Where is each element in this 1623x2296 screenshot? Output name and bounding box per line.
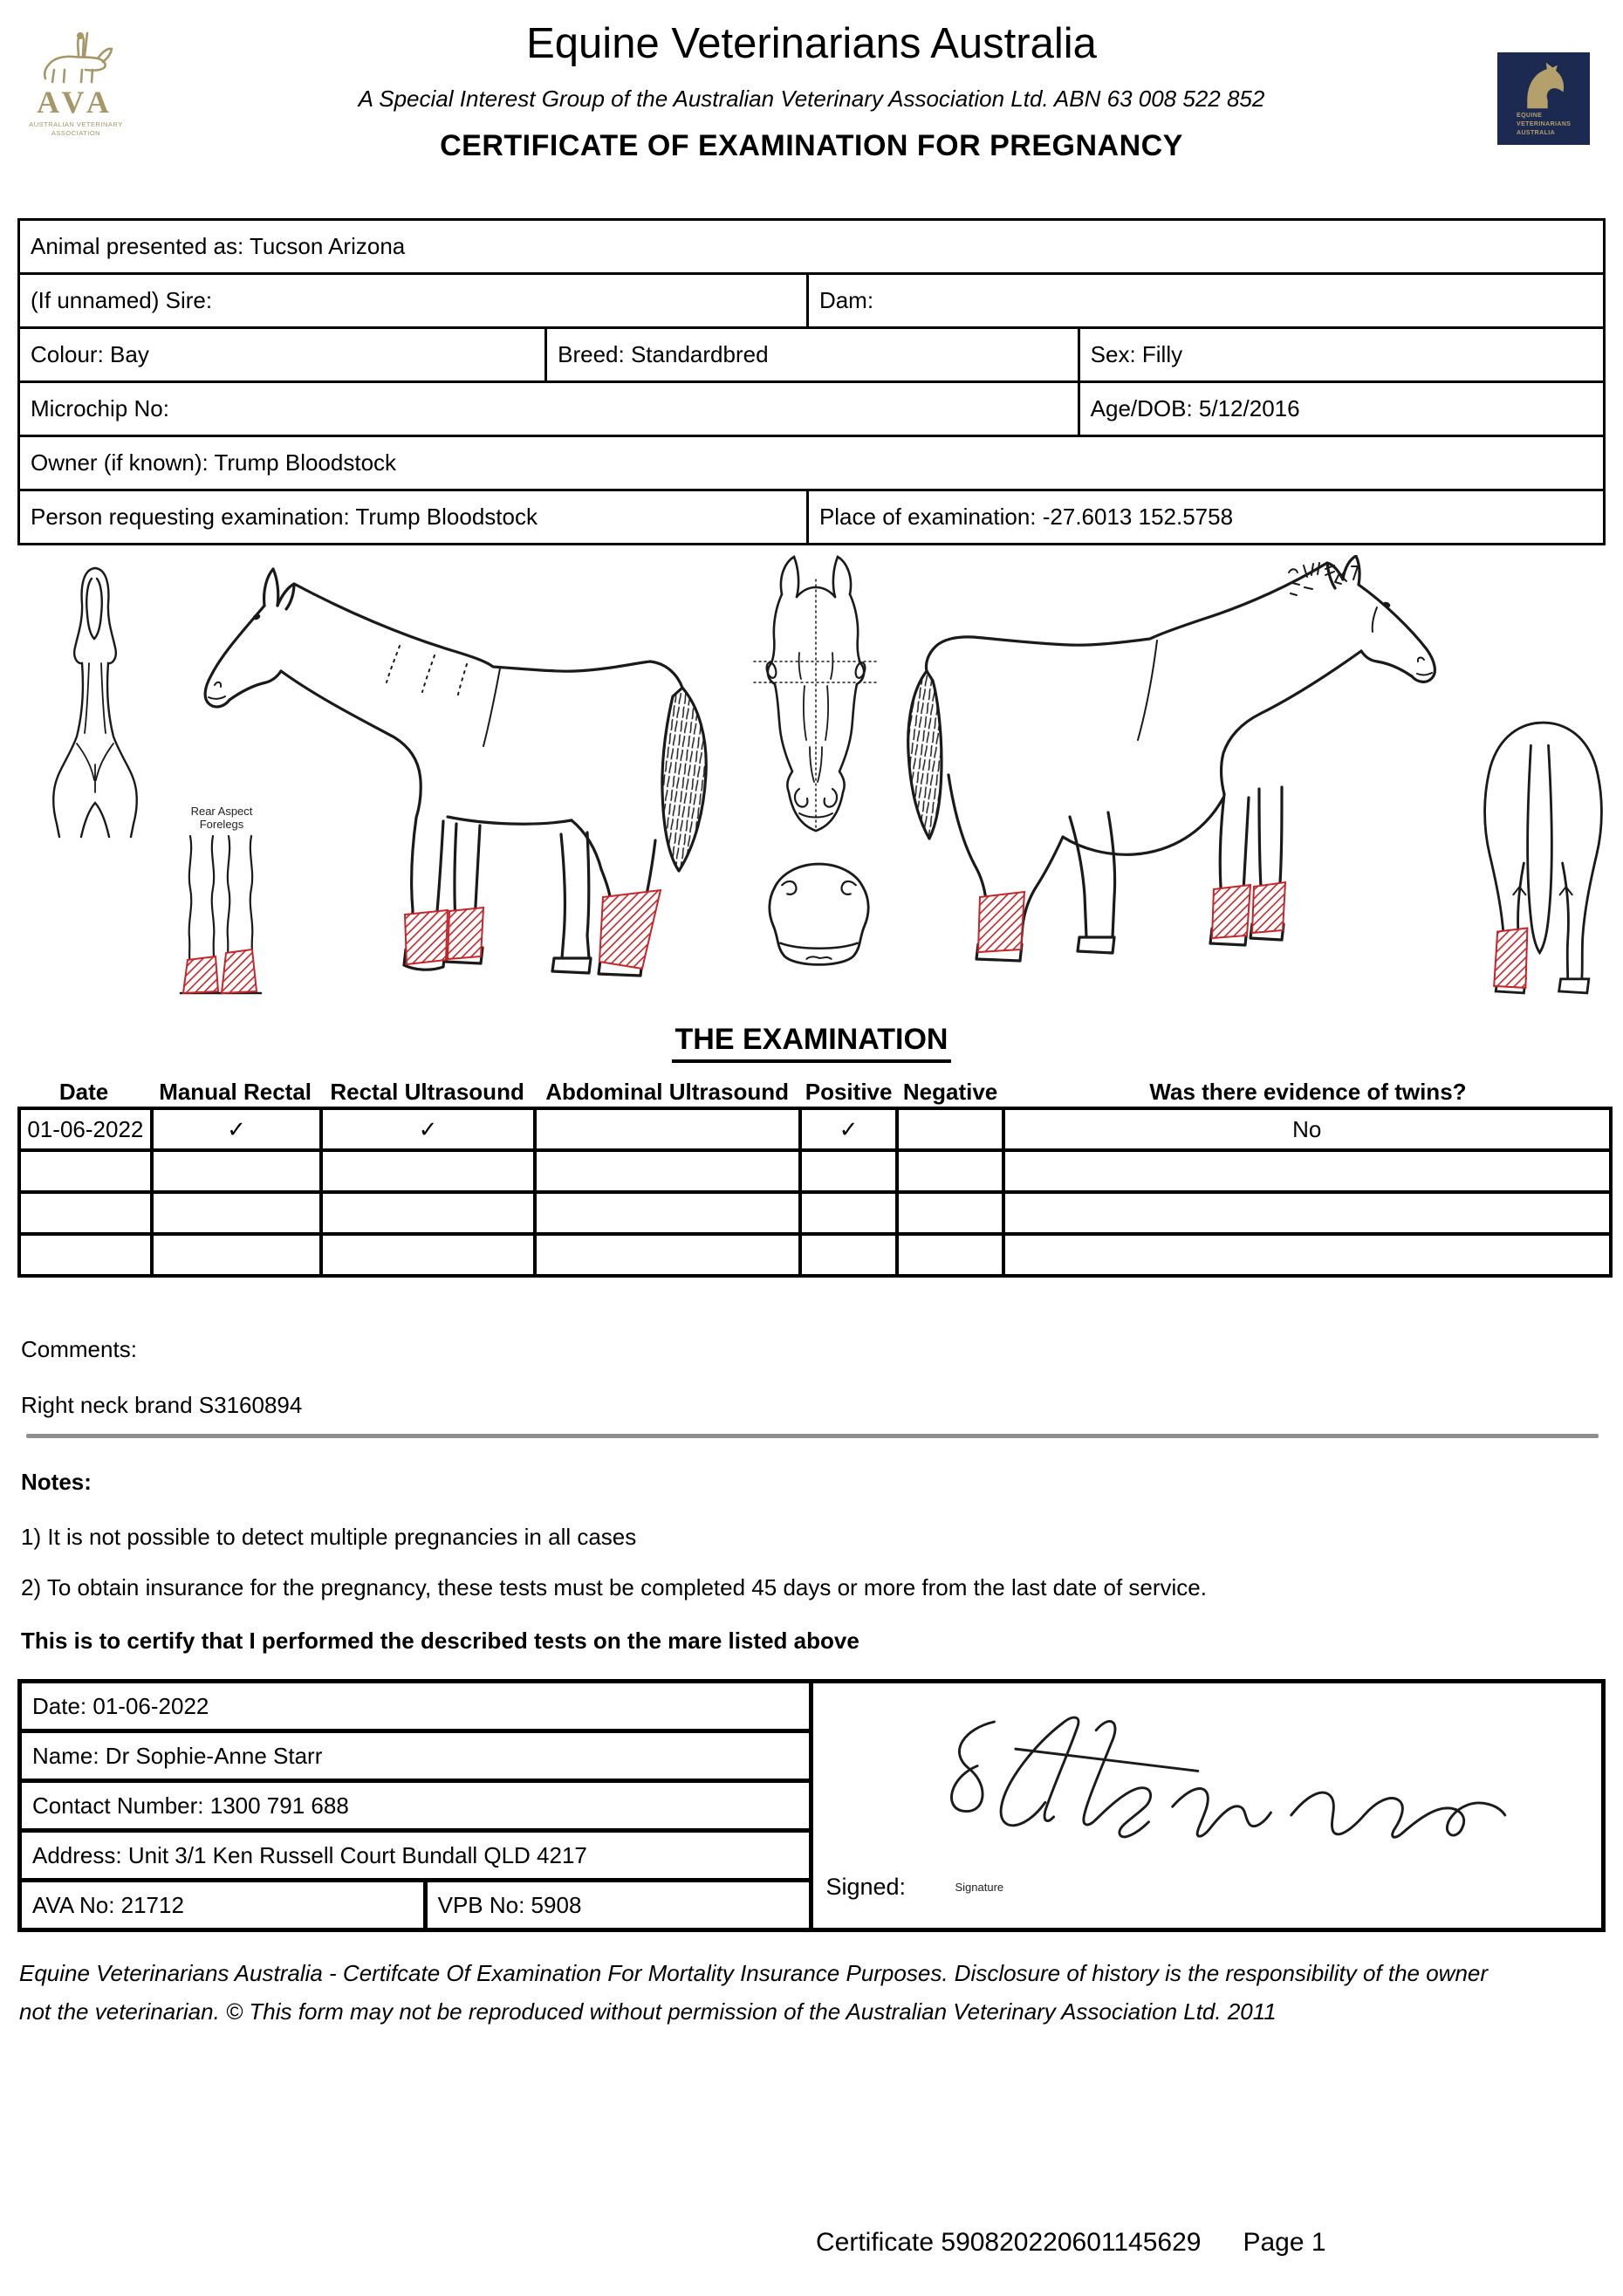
vet-address: Address: Unit 3/1 Ken Russell Court Bundall QLD 4217 <box>20 1831 812 1881</box>
footer-disclaimer-line1: Equine Veterinarians Australia - Certifcate Of Examination For Mortality Insurance Purposes. Disclosure of history is the responsibility of the owner <box>19 1960 1489 1986</box>
exam-rectal-ultrasound-check: ✓ <box>321 1108 534 1150</box>
signature-cell <box>812 1682 1604 1930</box>
leg-marking <box>1494 928 1527 987</box>
detail-person-requesting: Person requesting examination: Trump Bloodstock <box>19 490 808 545</box>
detail-colour: Colour: Bay <box>19 328 546 382</box>
detail-owner: Owner (if known): Trump Bloodstock <box>19 436 1605 490</box>
leg-marking <box>405 890 661 969</box>
col-header-date: Date <box>58 1079 109 1105</box>
eva-logo-text-line1: EQUINE <box>1517 113 1543 119</box>
exam-row-4 <box>19 1234 1611 1276</box>
front-face-diagram <box>750 555 881 838</box>
signed-label: Signed: <box>825 1874 907 1900</box>
examination-table <box>17 1107 1613 1278</box>
detail-place: Place of examination: -27.6013 152.5758 <box>807 490 1604 545</box>
detail-breed: Breed: Standardbred <box>546 328 1079 382</box>
section-divider <box>26 1434 1599 1438</box>
vet-date: Date: 01-06-2022 <box>20 1682 812 1731</box>
col-header-manual-rectal: Manual Rectal <box>159 1079 312 1105</box>
detail-dam: Dam: <box>807 274 1604 328</box>
vet-ava-no: AVA No: 21712 <box>20 1881 426 1930</box>
col-header-positive: Positive <box>805 1079 893 1105</box>
col-header-rectal-ultrasound: Rectal Ultrasound <box>330 1079 524 1105</box>
animal-details-table <box>17 218 1606 545</box>
comments-text: Right neck brand S3160894 <box>21 1392 303 1418</box>
signature-scrawl <box>918 1703 1529 1864</box>
vet-vpb-no: VPB No: 5908 <box>425 1881 812 1930</box>
col-header-twins: Was there evidence of twins? <box>1149 1079 1467 1105</box>
signature-caption: Signature <box>955 1881 1004 1894</box>
examination-section-title: THE EXAMINATION <box>672 1023 952 1063</box>
muzzle-diagram <box>756 860 883 976</box>
vet-name: Name: Dr Sophie-Anne Starr <box>20 1731 812 1781</box>
veterinarian-details-table <box>17 1679 1606 1932</box>
ava-acronym: AVA <box>37 85 115 120</box>
exam-positive-check: ✓ <box>800 1108 897 1150</box>
page-title: Equine Veterinarians Australia <box>526 20 1097 67</box>
exam-date: 01-06-2022 <box>19 1108 152 1150</box>
ava-caption: AUSTRALIAN VETERINARY ASSOCIATION <box>29 120 123 137</box>
vet-contact: Contact Number: 1300 791 688 <box>20 1781 812 1831</box>
rear-view-diagram <box>1475 712 1611 1002</box>
exam-negative <box>897 1108 1003 1150</box>
forelegs-label-line1: Rear Aspect <box>190 805 253 818</box>
page-subtitle: A Special Interest Group of the Australian Veterinary Association Ltd. ABN 63 008 522 852 <box>358 86 1265 112</box>
exam-twins: No <box>1003 1108 1611 1150</box>
certificate-number: Certificate 590820220601145629 <box>816 2228 1202 2257</box>
detail-sex: Sex: Filly <box>1079 328 1604 382</box>
eva-logo <box>1497 52 1590 145</box>
detail-sire: (If unnamed) Sire: <box>19 274 808 328</box>
comments-label: Comments: <box>21 1336 137 1362</box>
examination-column-headers <box>17 1079 1613 1106</box>
exam-row-3 <box>19 1192 1611 1234</box>
eva-knight-icon <box>1517 59 1570 112</box>
certify-statement: This is to certify that I performed the described tests on the mare listed above <box>21 1628 859 1654</box>
ventral-view-diagram <box>40 564 147 839</box>
col-header-abdominal-ultrasound: Abdominal Ultrasound <box>545 1079 789 1105</box>
page-number: Page 1 <box>1243 2228 1326 2257</box>
forelegs-label-line2: Forelegs <box>199 818 244 831</box>
col-header-negative: Negative <box>902 1079 998 1105</box>
note-2: 2) To obtain insurance for the pregnancy, these tests must be completed 45 days or more from the last date of service. <box>21 1574 1207 1600</box>
footer-disclaimer-line2: not the veterinarian. © This form may not be reproduced without permission of the Australian Veterinary Association Ltd. 2011 <box>19 1998 1277 2025</box>
exam-manual-rectal-check: ✓ <box>152 1108 322 1150</box>
right-side-view-diagram <box>888 555 1457 970</box>
note-1: 1) It is not possible to detect multiple pregnancies in all cases <box>21 1524 637 1550</box>
detail-presented-as: Animal presented as: Tucson Arizona <box>19 220 1605 274</box>
detail-age-dob: Age/DOB: 5/12/2016 <box>1079 382 1604 436</box>
detail-microchip: Microchip No: <box>19 382 1079 436</box>
leg-marking <box>183 949 257 993</box>
exam-row-1 <box>19 1108 1611 1150</box>
eva-logo-text-line3: AUSTRALIA <box>1517 130 1556 137</box>
certificate-heading: CERTIFICATE OF EXAMINATION FOR PREGNANCY <box>440 129 1183 162</box>
rear-aspect-forelegs-diagram <box>166 805 277 1002</box>
exam-row-2 <box>19 1150 1611 1192</box>
page-footer <box>816 2228 1368 2258</box>
exam-abdominal-ultrasound <box>535 1108 800 1150</box>
eva-logo-text-line2: VETERINARIANS <box>1517 121 1572 128</box>
notes-label: Notes: <box>21 1469 92 1495</box>
